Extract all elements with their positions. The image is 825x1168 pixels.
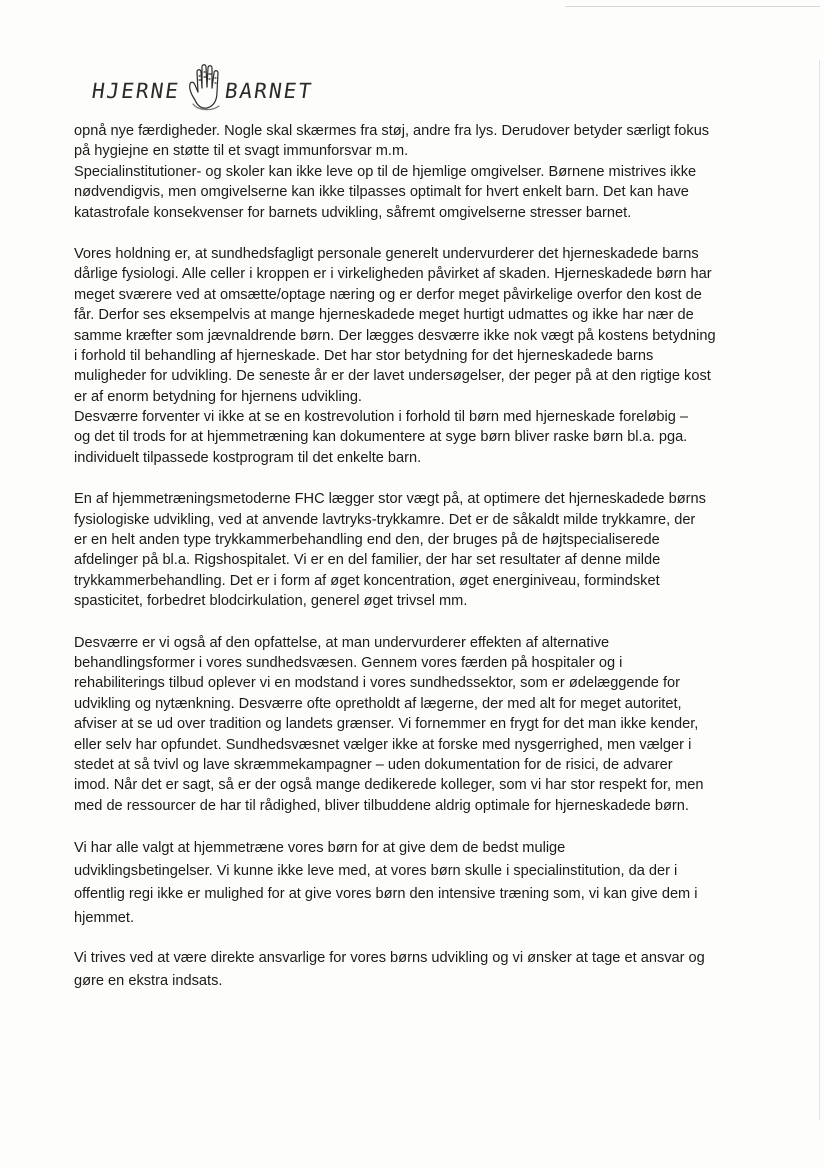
hand-icon: [185, 62, 229, 112]
text-line: afviser at se ud over tradition og landets grænser. Vi fornemmer en frygt for det man ikke kender,: [74, 716, 699, 733]
paragraph-2: [74, 244, 746, 468]
text-line: Desværre er vi også af den opfattelse, at man undervurderer effekten af alternative: [74, 634, 610, 651]
text-line: individuelt tilpassede kostprogram til det enkelte barn.: [74, 449, 422, 466]
text-line: Vi har alle valgt at hjemmetræne vores børn for at give dem de bedst mulige: [74, 840, 566, 857]
letter-body: [74, 121, 746, 993]
text-line: spasticitet, forbedret blodcirkulation, generel øget trivsel mm.: [74, 593, 468, 610]
page-edge-top: [565, 6, 820, 7]
text-line: fysiologiske udvikling, ved at anvende lavtryks-trykkamre. Det er de såkaldt milde trykkamre, der: [74, 511, 696, 528]
text-line: er en helt anden type trykkammerbehandling end den, der bruges på de højtspecialiserede: [74, 532, 660, 549]
text-line: med de ressourcer de har til rådighed, bliver tilbuddene aldrig optimale for hjerneskadede børn.: [74, 797, 689, 814]
text-line: og det til trods for at hjemmetræning kan dokumentere at syge børn bliver raske børn bl.a. pga.: [74, 429, 688, 446]
text-line: opnå nye færdigheder. Nogle skal skærmes fra støj, andre fra lys. Derudover betyder særligt fokus: [74, 123, 710, 139]
text-line: Vores holdning er, at sundhedsfagligt personale generelt undervurderer det hjerneskadede barns: [74, 245, 699, 262]
text-line: er af enorm betydning for hjernens udvikling.: [74, 388, 362, 405]
paragraph-3: [74, 489, 746, 611]
text-line: samme kræfter som jævnaldrende børn. Der lægges desværre ikke nok vægt på kostens betydning: [74, 327, 716, 344]
text-line: i forhold til behandling af hjerneskade. Det har stor betydning for det hjerneskadede barns: [74, 347, 654, 364]
text-line: katastrofale konsekvenser for barnets udvikling, såfremt omgivelserne stresser barnet.: [74, 204, 632, 221]
text-line: muligheder for udvikling. De seneste år er der lavet undersøgelser, der peger på at den rigtige kost: [74, 368, 711, 385]
text-line: Specialinstitutioner- og skoler kan ikke leve op til de hjemlige omgivelser. Børnene mistrives ikke: [74, 163, 697, 180]
paragraph-6: [74, 947, 746, 993]
text-line: nødvendigvis, men omgivelserne kan ikke tilpasses optimalt for hvert enkelt barn. Det kan have: [74, 184, 689, 201]
text-line: En af hjemmetræningsmetoderne FHC lægger stor vægt på, at optimere det hjerneskadede børns: [74, 491, 706, 508]
text-line: udvikling og nytænkning. Desværre ofte opretholdt af lægerne, der med alt for meget autoritet,: [74, 695, 682, 712]
text-line: meget sværere ved at omsætte/optage næring og er derfor meget påvirkelige overfor den kost de: [74, 286, 702, 303]
text-line: Desværre forventer vi ikke at se en kostrevolution i forhold til børn med hjerneskade foreløbig –: [74, 409, 689, 426]
text-line: stedet at så tvivl og lave skræmmekampagner – uden dokumentation for de risici, de advarer: [74, 756, 673, 773]
paragraph-5: [74, 837, 746, 930]
text-line: hjemmet.: [74, 909, 135, 926]
page-edge-right: [819, 60, 820, 1120]
text-line: gøre en ekstra indsats.: [74, 973, 223, 990]
text-line: rehabiliterings tilbud oplever vi en modstand i vores sundhedssektor, som er ødelæggende for: [74, 675, 680, 692]
paragraph-1: [74, 121, 746, 223]
text-line: offentlig regi ikke er mulighed for at give vores børn den intensive træning som, vi kan give dem i: [74, 886, 698, 903]
text-line: imod. Når det er sagt, så er der også mange dedikerede kolleger, som vi har stor respekt for, men: [74, 777, 704, 794]
logo-word-left: HJERNE: [90, 79, 182, 103]
paragraph-4: [74, 633, 746, 817]
text-line: får. Derfor ses eksempelvis at mange hjerneskadede meget hurtigt udmattes og ikke har nær de: [74, 307, 694, 324]
logo: [90, 62, 315, 116]
text-line: eller selv har opfundet. Sundhedsvæsnet vælger ikke at forske med nysgerrighed, men vælger i: [74, 736, 692, 753]
text-line: trykkammerbehandling. Det er i form af øget koncentration, øget energiniveau, formindsket: [74, 572, 660, 589]
text-line: behandlingsformer i vores sundhedsvæsen. Gennem vores færden på hospitaler og i: [74, 654, 623, 671]
text-line: på hygiejne en støtte til et svagt immunforsvar m.m.: [74, 143, 409, 160]
text-line: udviklingsbetingelser. Vi kunne ikke leve med, at vores børn skulle i specialinstitution, da der i: [74, 863, 678, 880]
text-line: Vi trives ved at være direkte ansvarlige for vores børns udvikling og vi ønsker at tage et ansvar og: [74, 949, 705, 966]
logo-word-right: BARNET: [223, 79, 315, 103]
text-line: afdelinger på bl.a. Rigshospitalet. Vi er en del familier, der har set resultater af denne milde: [74, 552, 661, 569]
text-line: dårlige fysiologi. Alle celler i kroppen er i virkeligheden påvirket af skaden. Hjerneskadede børn har: [74, 266, 712, 283]
